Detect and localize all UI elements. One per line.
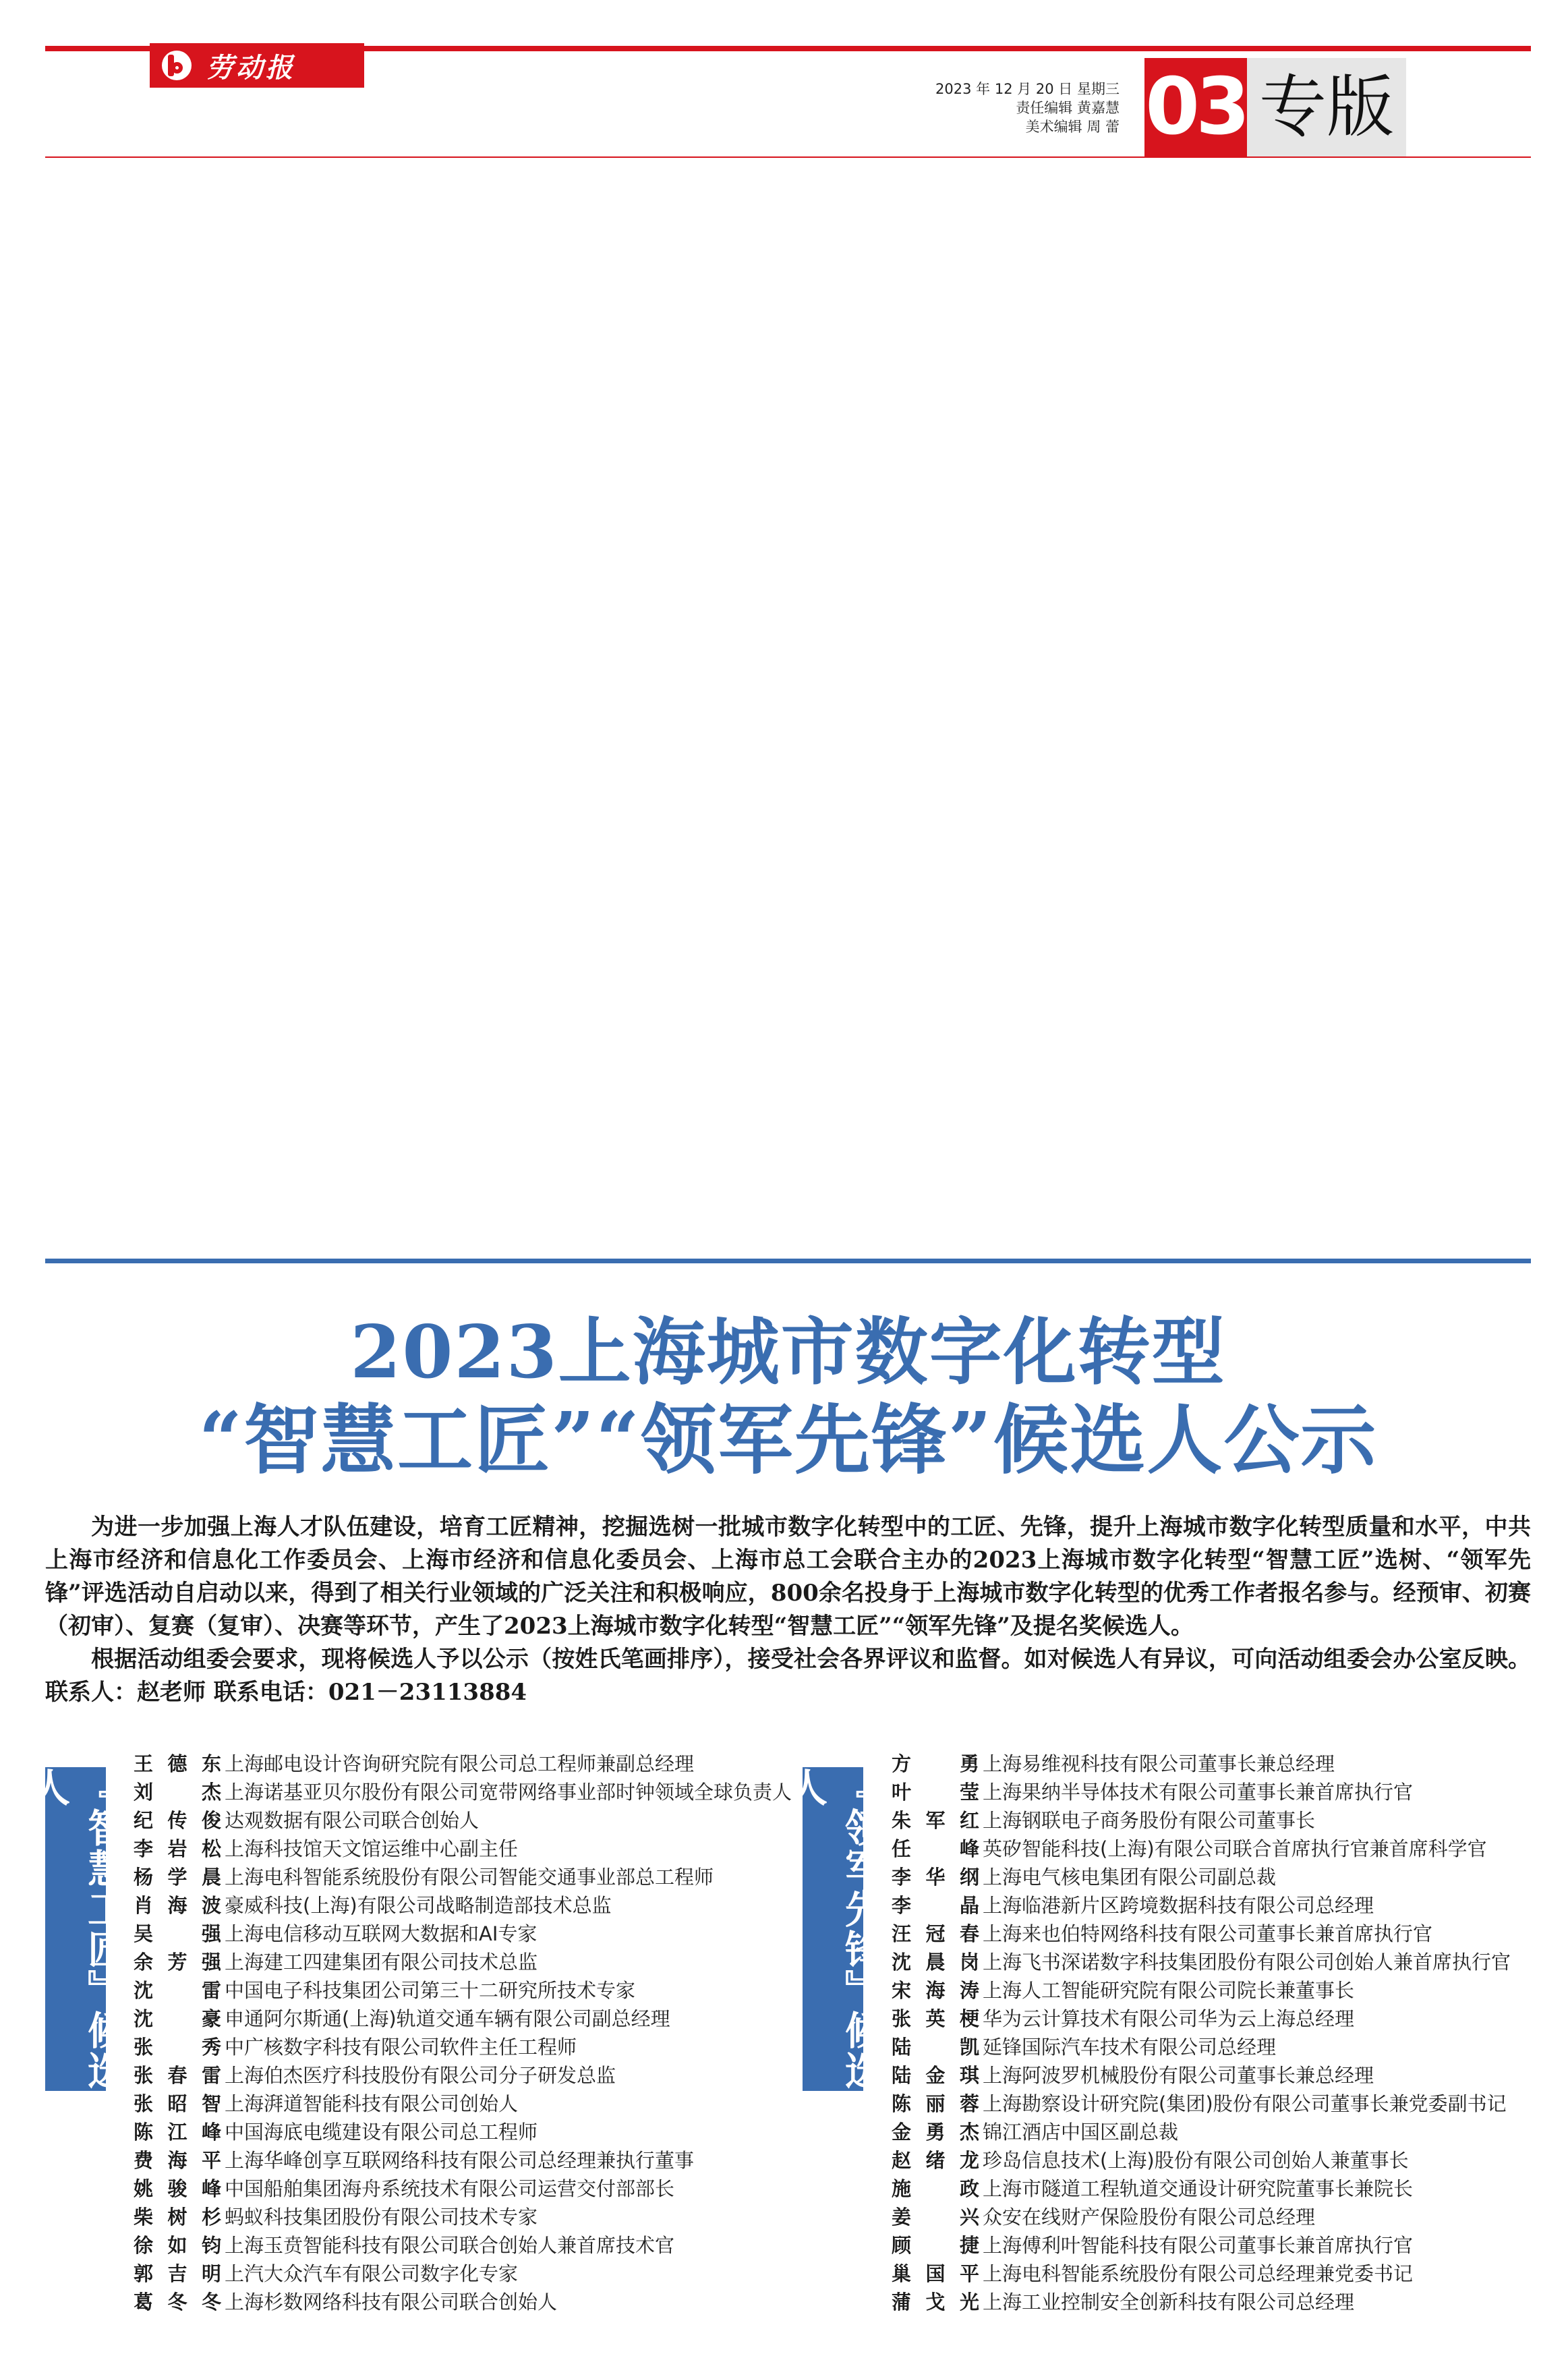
candidate-row <box>892 1777 1546 1805</box>
candidate-organization: 上海诺基亚贝尔股份有限公司宽带网络事业部时钟领域全球负责人 <box>225 1780 792 1804</box>
candidate-organization: 上海临港新片区跨境数据科技有限公司总经理 <box>983 1893 1374 1917</box>
candidate-organization: 延锋国际汽车技术有限公司总经理 <box>983 2035 1277 2059</box>
candidate-organization: 豪威科技(上海)有限公司战略制造部技术总监 <box>225 1893 612 1917</box>
candidate-organization: 上海伯杰医疗科技股份有限公司分子研发总监 <box>225 2063 616 2087</box>
candidate-row <box>892 2258 1546 2287</box>
candidate-name: 沈晨岗 <box>892 1950 979 1974</box>
candidate-row <box>134 2032 808 2060</box>
candidate-name: 沈豪 <box>134 2007 221 2030</box>
candidate-name: 张秀 <box>134 2035 221 2059</box>
candidate-name: 纪传俊 <box>134 1808 221 1832</box>
candidate-row <box>134 1947 808 1975</box>
smart-craftsmen-list <box>134 1748 808 2315</box>
candidate-row <box>892 2003 1546 2032</box>
candidate-organization: 上海勘察设计研究院(集团)股份有限公司董事长兼党委副书记 <box>983 2092 1507 2115</box>
candidate-organization: 上海工业控制安全创新科技有限公司总经理 <box>983 2290 1355 2314</box>
candidate-organization: 上海玉贲智能科技有限公司联合创始人兼首席技术官 <box>225 2233 675 2257</box>
candidate-name: 汪冠春 <box>892 1922 979 1945</box>
candidate-organization: 上海市隧道工程轨道交通设计研究院董事长兼院长 <box>983 2177 1414 2200</box>
candidate-organization: 上海傅利叶智能科技有限公司董事长兼首席执行官 <box>983 2233 1414 2257</box>
candidate-row <box>892 1918 1546 1947</box>
candidate-organization: 蚂蚁科技集团股份有限公司技术专家 <box>225 2205 538 2229</box>
candidate-name: 费海平 <box>134 2148 221 2172</box>
headline-line-1: 2023上海城市数字化转型 <box>350 1310 1226 1395</box>
candidate-row <box>892 2032 1546 2060</box>
candidate-name: 宋海涛 <box>892 1978 979 2002</box>
candidate-row <box>892 1862 1546 1890</box>
candidate-organization: 上海果纳半导体技术有限公司董事长兼首席执行官 <box>983 1780 1414 1804</box>
candidate-row <box>134 1748 808 1777</box>
candidate-row <box>134 2060 808 2088</box>
candidate-organization: 中国船舶集团海舟系统技术有限公司运营交付部部长 <box>225 2177 675 2200</box>
candidate-row <box>134 2003 808 2032</box>
intro-paragraph-1: 为进一步加强上海人才队伍建设，培育工匠精神，挖掘选树一批城市数字化转型中的工匠、先锋，提升上海城市数字化转型质量和水平，中共上海市经济和信息化工作委员会、上海市经济和信息化委员会、上海市总工会联合主办的2023上海城市数字化转型“智慧工匠”选树、“领军先锋”评选活动自启动以来，得到了相关行业领域的广泛关注和积极响应，800余名投身于上海城市数字化转型的优秀工作者报名参与。经预审、初赛（初审）、复赛（复审）、决赛等环节，产生了2023上海城市数字化转型“智慧工匠”“领军先锋”及提名奖候选人。 <box>45 1514 1531 1640</box>
candidate-name: 姜兴 <box>892 2205 979 2229</box>
headline-line-2: “智慧工匠”“领军先锋”候选人公示 <box>198 1396 1378 1485</box>
candidate-row <box>134 2258 808 2287</box>
candidate-organization: 上海湃道智能科技有限公司创始人 <box>225 2092 519 2115</box>
candidate-row <box>134 1975 808 2003</box>
newspaper-name: 劳动报 <box>206 51 295 84</box>
candidate-name: 葛冬冬 <box>134 2290 221 2314</box>
candidate-row <box>892 1805 1546 1833</box>
candidate-row <box>134 1918 808 1947</box>
article-top-rule <box>45 1259 1531 1263</box>
candidate-row <box>134 2202 808 2230</box>
candidate-row <box>892 1890 1546 1918</box>
candidate-row <box>892 2202 1546 2230</box>
candidate-organization: 上海飞书深诺数字科技集团股份有限公司创始人兼首席执行官 <box>983 1950 1511 1974</box>
candidate-name: 施政 <box>892 2177 979 2200</box>
candidate-name: 方勇 <box>892 1752 979 1775</box>
candidate-name: 柴树杉 <box>134 2205 221 2229</box>
candidate-row <box>134 2117 808 2145</box>
candidate-name: 巢国平 <box>892 2262 979 2285</box>
candidate-organization: 申通阿尔斯通(上海)轨道交通车辆有限公司副总经理 <box>225 2007 670 2030</box>
issue-info <box>897 80 1120 136</box>
candidate-organization: 上海邮电设计咨询研究院有限公司总工程师兼副总经理 <box>225 1752 695 1775</box>
candidate-organization: 上海来也伯特网络科技有限公司董事长兼首席执行官 <box>983 1922 1433 1945</box>
candidate-organization: 上汽大众汽车有限公司数字化专家 <box>225 2262 519 2285</box>
candidate-organization: 中广核数字科技有限公司软件主任工程师 <box>225 2035 577 2059</box>
candidate-name: 朱军红 <box>892 1808 979 1832</box>
masthead-rule-right <box>364 46 1531 51</box>
candidate-name: 李华纲 <box>892 1865 979 1889</box>
candidate-row <box>892 2287 1546 2315</box>
candidate-name: 郭吉明 <box>134 2262 221 2285</box>
candidate-name: 刘杰 <box>134 1780 221 1804</box>
candidate-organization: 英矽智能科技(上海)有限公司联合首席执行官兼首席科学官 <box>983 1837 1487 1860</box>
masthead-rule-left <box>45 46 150 51</box>
candidate-organization: 上海科技馆天文馆运维中心副主任 <box>225 1837 519 1860</box>
candidate-row <box>892 2088 1546 2117</box>
article-intro <box>45 1511 1531 1709</box>
candidate-organization: 锦江酒店中国区副总裁 <box>983 2120 1179 2144</box>
smart-craftsmen-label: 『智慧工匠』候选人 <box>24 1767 127 2091</box>
candidate-organization: 上海人工智能研究院有限公司院长兼董事长 <box>983 1978 1355 2002</box>
candidate-name: 徐如钧 <box>134 2233 221 2257</box>
page-number: 03 <box>1144 58 1247 156</box>
candidate-organization: 达观数据有限公司联合创始人 <box>225 1808 480 1832</box>
candidate-organization: 上海电科智能系统股份有限公司总经理兼党委书记 <box>983 2262 1414 2285</box>
candidate-name: 李岩松 <box>134 1837 221 1860</box>
candidate-row <box>892 1748 1546 1777</box>
candidate-row <box>892 1833 1546 1862</box>
candidate-name: 张春雷 <box>134 2063 221 2087</box>
candidate-name: 陈丽蓉 <box>892 2092 979 2115</box>
candidate-row <box>134 2088 808 2117</box>
candidate-row <box>134 1777 808 1805</box>
candidate-organization: 上海电气核电集团有限公司副总裁 <box>983 1865 1277 1889</box>
candidate-name: 张昭智 <box>134 2092 221 2115</box>
candidate-row <box>892 2060 1546 2088</box>
candidate-name: 吴强 <box>134 1922 221 1945</box>
candidate-row <box>892 2173 1546 2202</box>
candidate-row <box>134 2173 808 2202</box>
leading-pioneers-label: 『领军先锋』候选人 <box>782 1767 884 2091</box>
candidate-row <box>134 1890 808 1918</box>
candidate-name: 余芳强 <box>134 1950 221 1974</box>
candidate-name: 叶莹 <box>892 1780 979 1804</box>
candidate-row <box>892 2145 1546 2173</box>
candidate-name: 赵绪龙 <box>892 2148 979 2172</box>
candidate-name: 张英梗 <box>892 2007 979 2030</box>
art-editor: 美术编辑 周 蕾 <box>1025 119 1120 135</box>
candidate-name: 陈江峰 <box>134 2120 221 2144</box>
candidate-name: 姚骏峰 <box>134 2177 221 2200</box>
candidate-row <box>892 1947 1546 1975</box>
candidate-organization: 上海杉数网络科技有限公司联合创始人 <box>225 2290 558 2314</box>
candidate-organization: 众安在线财产保险股份有限公司总经理 <box>983 2205 1316 2229</box>
responsible-editor: 责任编辑 黄嘉慧 <box>1016 100 1120 116</box>
candidate-organization: 珍岛信息技术(上海)股份有限公司创始人兼董事长 <box>983 2148 1409 2172</box>
candidate-organization: 上海华峰创享互联网络科技有限公司总经理兼执行董事 <box>225 2148 695 2172</box>
candidate-row <box>134 2230 808 2258</box>
section-label: 专版 <box>1247 58 1406 156</box>
candidate-row <box>134 2145 808 2173</box>
candidate-organization: 上海建工四建集团有限公司技术总监 <box>225 1950 538 1974</box>
candidate-organization: 上海电科智能系统股份有限公司智能交通事业部总工程师 <box>225 1865 714 1889</box>
leading-pioneers-list <box>892 1748 1546 2315</box>
candidate-name: 任峰 <box>892 1837 979 1860</box>
candidate-name: 陆凯 <box>892 2035 979 2059</box>
candidate-organization: 上海易维视科技有限公司董事长兼总经理 <box>983 1752 1335 1775</box>
candidate-organization: 上海钢联电子商务股份有限公司董事长 <box>983 1808 1316 1832</box>
candidate-row <box>892 1975 1546 2003</box>
candidate-name: 肖海波 <box>134 1893 221 1917</box>
candidate-name: 金勇杰 <box>892 2120 979 2144</box>
issue-date: 2023 年 12 月 20 日 星期三 <box>935 81 1120 97</box>
candidate-row <box>892 2230 1546 2258</box>
header-divider <box>45 156 1531 158</box>
candidate-name: 蒲戈光 <box>892 2290 979 2314</box>
candidate-row <box>134 1833 808 1862</box>
candidate-name: 陆金琪 <box>892 2063 979 2087</box>
candidate-organization: 华为云计算技术有限公司华为云上海总经理 <box>983 2007 1355 2030</box>
intro-paragraph-2: 根据活动组委会要求，现将候选人予以公示（按姓氏笔画排序），接受社会各界评议和监督。如对候选人有异议，可向活动组委会办公室反映。联系人：赵老师 联系电话：021－23113884 <box>45 1646 1531 1706</box>
logo-icon <box>162 51 192 80</box>
candidate-row <box>892 2117 1546 2145</box>
candidate-name: 王德东 <box>134 1752 221 1775</box>
candidate-row <box>134 1862 808 1890</box>
candidate-organization: 上海电信移动互联网大数据和AI专家 <box>225 1922 538 1945</box>
newspaper-logo <box>150 43 364 88</box>
candidate-organization: 中国海底电缆建设有限公司总工程师 <box>225 2120 538 2144</box>
candidate-organization: 中国电子科技集团公司第三十二研究所技术专家 <box>225 1978 636 2002</box>
candidate-name: 杨学晨 <box>134 1865 221 1889</box>
candidate-organization: 上海阿波罗机械股份有限公司董事长兼总经理 <box>983 2063 1374 2087</box>
candidate-row <box>134 1805 808 1833</box>
candidate-name: 顾捷 <box>892 2233 979 2257</box>
candidate-name: 李晶 <box>892 1893 979 1917</box>
candidate-row <box>134 2287 808 2315</box>
candidate-name: 沈雷 <box>134 1978 221 2002</box>
